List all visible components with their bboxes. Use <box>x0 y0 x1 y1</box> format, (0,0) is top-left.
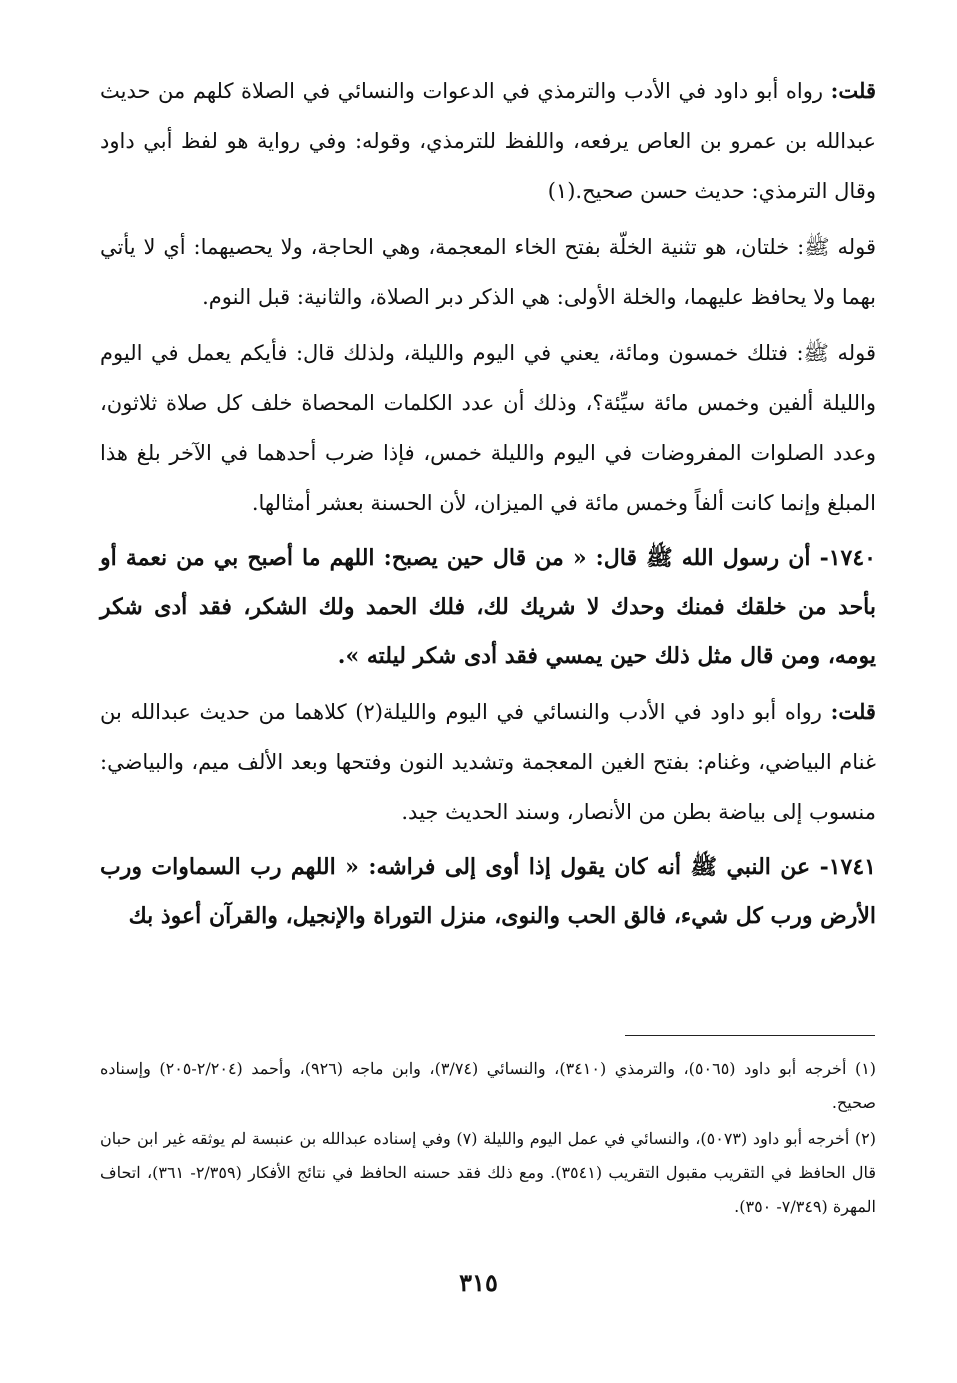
page-number: ٣١٥ <box>459 1268 498 1297</box>
paragraph-commentary-1 <box>100 66 876 216</box>
paragraph-text: رواه أبو داود في الأدب والترمذي في الدعوات والنسائي في الصلاة كلهم من حديث عبدالله بن عمرو بن العاص يرفعه، واللفظ للترمذي، وقوله: وفي رواية هو لفظ أبي داود وقال الترمذي: حديث حسن صحيح.(١) <box>100 79 876 203</box>
paragraph-text: رواه أبو داود في الأدب والنسائي في اليوم والليلة(٢) كلاهما من حديث عبدالله بن غنام البياضي، وغنام: بفتح الغين المعجمة وتشديد النون وفتحها وبعد الألف ميم، والبياضي: منسوب إلى بياضة بطن من الأنصار، وسند الحديث جيد. <box>100 700 876 824</box>
paragraph-text: قوله ﷺ: خلتان، هو تثنية الخلّة بفتح الخاء المعجمة، وهي الحاجة، ولا يحصيهما: أي لا يأتي بهما ولا يحافظ عليهما، والخلة الأولى: هي الذكر دبر الصلاة، والثانية: قبل النوم. <box>100 235 876 309</box>
paragraph-text: قوله ﷺ: فتلك خمسون ومائة، يعني في اليوم والليلة، ولذلك قال: فأيكم يعمل في اليوم والليلة ألفين وخمس مائة سيِّئة؟، وذلك أن عدد الكلمات المحصاة خلف كل صلاة ثلاثون، وعدد الصلوات المفروضات في اليوم والليلة خمس، فإذا ضرب أحدهما في الآخر بلغ هذا المبلغ وإنما كانت ألفاً وخمس مائة في الميزان، لأن الحسنة بعشر أمثالها. <box>100 341 876 515</box>
paragraph-commentary-2 <box>100 222 876 322</box>
hadith-1740 <box>100 534 876 681</box>
paragraph-commentary-4 <box>100 687 876 837</box>
paragraph-lead: قلت: <box>830 699 876 724</box>
main-text <box>100 66 876 947</box>
footnote-2: (٢) أخرجه أبو داود (٥٠٧٣)، والنسائي في عمل اليوم والليلة (٧) وفي إسناده عبدالله بن عنبسة لم يوثقه غير ابن حبان قال الحافظ في التقريب مقبول التقريب (٣٥٤١). ومع ذلك فقد حسنه الحافظ في نتائج الأفكار (٢/٣٥٩- ٣٦١)، اتحاف المهرة (٧/٣٤٩- ٣٥٠). <box>100 1129 876 1216</box>
paragraph-commentary-3 <box>100 328 876 528</box>
footnote-1: (١) أخرجه أبو داود (٥٠٦٥)، والترمذي (٣٤١٠)، والنسائي (٣/٧٤)، وابن ماجه (٩٢٦)، وأحمد (٢/٢٠٤-٢٠٥) وإسناده صحيح. <box>100 1059 877 1112</box>
paragraph-lead: قلت: <box>830 78 876 103</box>
hadith-text: ١٧٤٠- أن رسول الله ﷺ قال: « من قال حين يصبح: اللهم ما أصبح بي من نعمة أو بأحد من خلقك فمنك وحدك لا شريك لك، فلك الحمد ولك الشكر، فقد أدى شكر يومه، ومن قال مثل ذلك حين يمسي فقد أدى شكر ليلته ». <box>100 545 876 669</box>
footnote-divider <box>625 1035 875 1036</box>
footnotes <box>100 1052 876 1226</box>
hadith-1741 <box>100 843 876 941</box>
hadith-text: ١٧٤١- عن النبي ﷺ أنه كان يقول إذا أوى إلى فراشه: « اللهم رب السماوات ورب الأرض ورب كل شيء، فالق الحب والنوى، منزل التوراة والإنجيل، والقرآن أعوذ بك <box>100 854 876 929</box>
